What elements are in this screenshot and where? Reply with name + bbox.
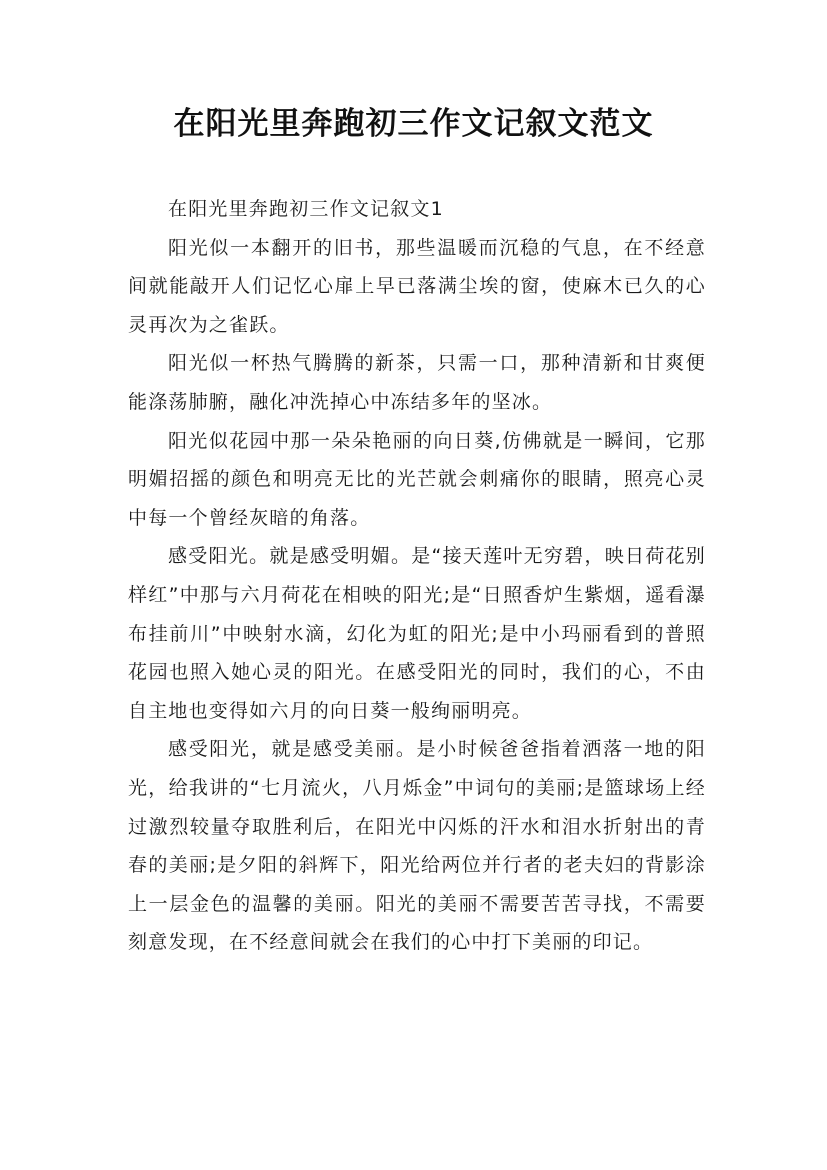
document-title: 在阳光里奔跑初三作文记叙文范文 <box>173 106 654 142</box>
document-body <box>128 190 706 962</box>
paragraph: 感受阳光。就是感受明媚。是“接天莲叶无穷碧，映日荷花别样红”中那与六月荷花在相映的阳光;是“日照香炉生紫烟，遥看瀑布挂前川”中映射水滴，幻化为虹的阳光;是中小玛丽看到的普照花园也照入她心灵的阳光。在感受阳光的同时，我们的心，不由自主地也变得如六月的向日葵一般绚丽明亮。 <box>128 545 706 722</box>
paragraph: 感受阳光，就是感受美丽。是小时候爸爸指着洒落一地的阳光，给我讲的“七月流火，八月烁金”中词句的美丽;是篮球场上经过激烈较量夺取胜利后，在阳光中闪烁的汗水和泪水折射出的青春的美丽;是夕阳的斜辉下，阳光给两位并行者的老夫妇的背影涂上一层金色的温馨的美丽。阳光的美丽不需要苦苦寻找，不需要刻意发现，在不经意间就会在我们的心中打下美丽的印记。 <box>128 738 706 954</box>
paragraph: 阳光似一杯热气腾腾的新茶，只需一口，那种清新和甘爽便能涤荡肺腑，融化冲洗掉心中冻结多年的坚冰。 <box>128 352 706 413</box>
paragraph: 阳光似一本翻开的旧书，那些温暖而沉稳的气息，在不经意间就能敲开人们记忆心扉上早已落满尘埃的窗，使麻木已久的心灵再次为之雀跃。 <box>128 236 706 336</box>
paragraph-subtitle: 在阳光里奔跑初三作文记叙文1 <box>168 198 444 220</box>
paragraph: 阳光似花园中那一朵朵艳丽的向日葵,仿佛就是一瞬间，它那明媚招摇的颜色和明亮无比的光芒就会刺痛你的眼睛，照亮心灵中每一个曾经灰暗的角落。 <box>128 429 706 529</box>
